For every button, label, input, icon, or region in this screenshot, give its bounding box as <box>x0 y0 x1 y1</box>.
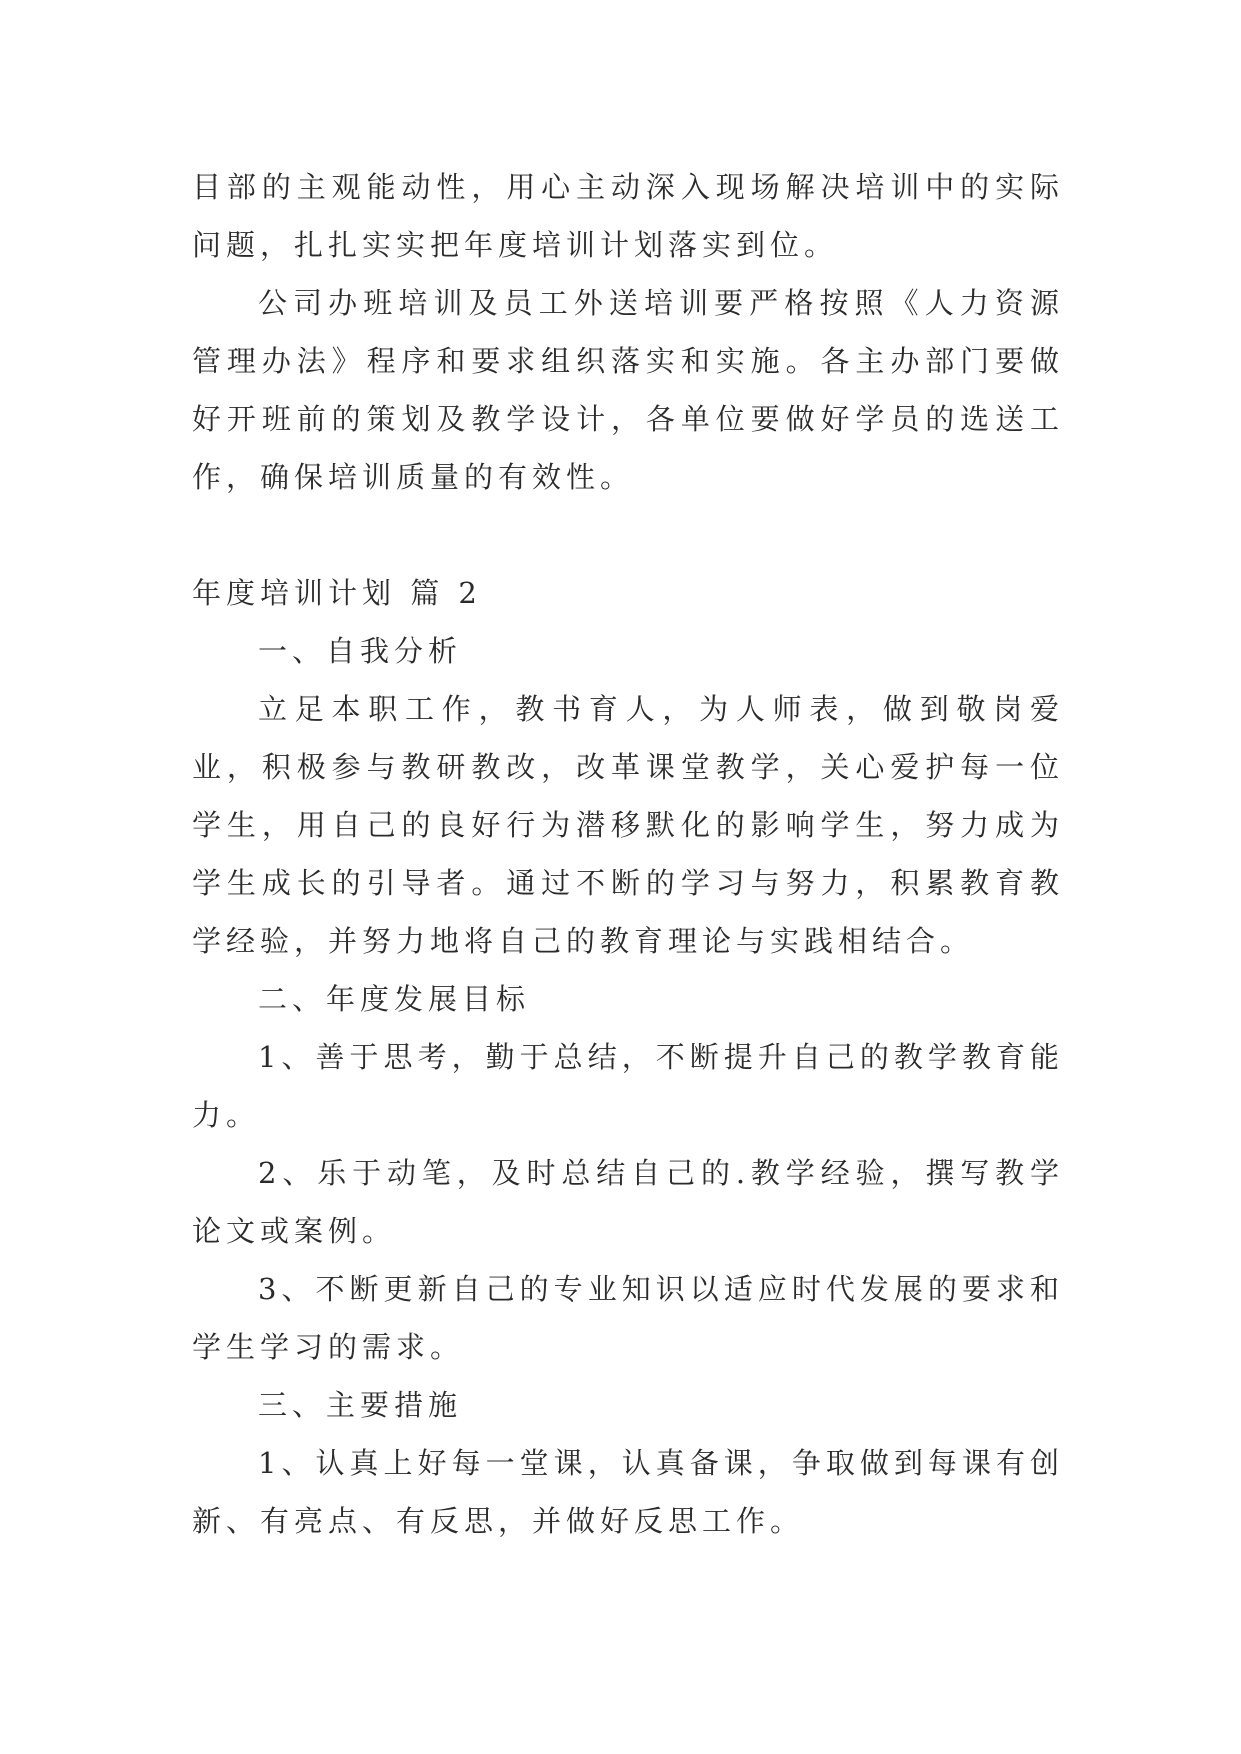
goal-item-1: 1、善于思考，勤于总结，不断提升自己的教学教育能力。 <box>192 1040 1064 1132</box>
goal-item-3: 3、不断更新自己的专业知识以适应时代发展的要求和学生学习的需求。 <box>192 1272 1064 1364</box>
measure-item-1: 1、认真上好每一堂课，认真备课，争取做到每课有创新、有亮点、有反思，并做好反思工作。 <box>192 1446 1064 1538</box>
section2-heading: 二、年度发展目标 <box>258 982 531 1016</box>
continuation-paragraph: 目部的主观能动性，用心主动深入现场解决培训中的实际问题，扎扎实实把年度培训计划落实到位。 <box>192 170 1064 262</box>
section1-heading: 一、自我分析 <box>258 634 463 668</box>
section3-heading: 三、主要措施 <box>258 1388 463 1422</box>
section1-paragraph: 立足本职工作，教书育人，为人师表，做到敬岗爱业，积极参与教研教改，改革课堂教学，关心爱护每一位学生，用自己的良好行为潜移默化的影响学生，努力成为学生成长的引导者。通过不断的学习与努力，积累教育教学经验，并努力地将自己的教育理论与实践相结合。 <box>192 692 1064 958</box>
goal-item-2: 2、乐于动笔，及时总结自己的.教学经验，撰写教学论文或案例。 <box>192 1156 1064 1248</box>
document-page <box>192 158 1064 1550</box>
management-paragraph: 公司办班培训及员工外送培训要严格按照《人力资源管理办法》程序和要求组织落实和实施。各主办部门要做好开班前的策划及教学设计，各单位要做好学员的选送工作，确保培训质量的有效性。 <box>192 286 1064 494</box>
section-title: 年度培训计划 篇 2 <box>192 576 482 610</box>
